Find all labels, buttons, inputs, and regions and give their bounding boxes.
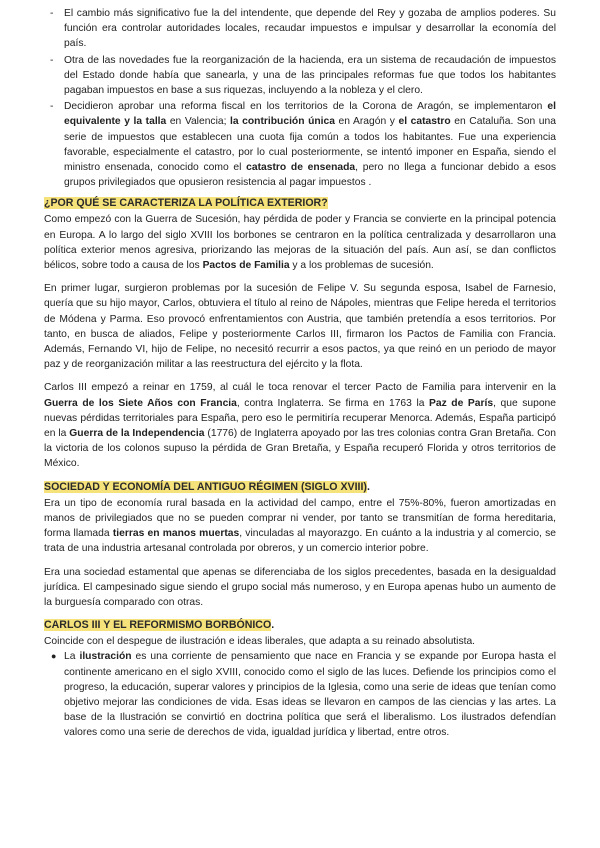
carlos-iii-intro: Coincide con el despegue de ilustración e ideas liberales, que adapta a su reinado absolutista. bbox=[44, 636, 476, 648]
list-item bbox=[44, 99, 556, 190]
text-run: En primer lugar, surgieron problemas por la sucesión de Felipe V. Su segunda esposa, Isabel de Farnesio, quería que su hijo mayor, Carlos, obtuviera el título al reino de Nápoles, mientras que Felipe hereda el territorios de Módena y Parma. Eso provocó enfrentamientos con Austria, que también pretendía a esos territorios. Por tanto, en busca de aliados, Felipe y posteriormente Carlos III, firmaron los Pactos de Familia con Francia. Además, Fernando VI, hijo de Felipe, no necesitó recurrir a esos pactos, ya que reinó en un periodo de mayor paz y de reorganización militar a las reestructura del ejército y la flota. bbox=[44, 283, 556, 371]
foreign-policy-body bbox=[44, 212, 556, 471]
paragraph bbox=[44, 565, 556, 611]
section-heading-carlos-iii bbox=[44, 618, 556, 633]
heading-trailing-period: . bbox=[271, 619, 275, 632]
text-run: , pero no llega a funcionar debido a esos grupos privilegiados que opusieron resistencia al pagar impuestos . bbox=[64, 162, 556, 189]
dash-marker: - bbox=[50, 8, 54, 19]
bold-term: catastro de ensenada bbox=[246, 162, 356, 174]
text-run: El cambio más significativo fue la del intendente, que depende del Rey y gozaba de amplios poderes. Su función era controlar autoridades locales, recaudar impuestos e impulsar y desarrollar la economía del país. bbox=[64, 8, 556, 50]
text-run: en Cataluña. Son una serie de impuestos que establecen una cuota fija común a todos los habitantes. Fue una experiencia favorable, especialmente el catastro, por lo cual posteriormente, se intentó imponer en España, siendo el ministro ensenada, conocido como el bbox=[64, 116, 556, 174]
highlighted-heading-text: SOCIEDAD Y ECONOMÍA DEL ANTIGUO RÉGIMEN (SIGLO XVIII) bbox=[44, 480, 367, 493]
bold-term: la contribución única bbox=[230, 116, 335, 128]
paragraph bbox=[44, 212, 556, 273]
section-heading-foreign-policy bbox=[44, 196, 556, 211]
text-run: , que supone nuevas pérdidas territoriales para España, pero eso le permitiría recuperar Menorca. Además, España participó en la bbox=[44, 397, 557, 440]
paragraph bbox=[44, 496, 556, 557]
text-run: Carlos III empezó a reinar en 1759, al cuál le toca renovar el tercer Pacto de Familia para intervenir en la bbox=[44, 382, 556, 394]
text-run: en Valencia; bbox=[166, 116, 231, 128]
text-run: Era una sociedad estamental que apenas se diferenciaba de los siglos precedentes, basada en la desigualdad jurídica. El campesinado sigue siendo el grupo social más numeroso, y en Europa apenas hubo un aumento de la burguesía comparado con otras. bbox=[44, 566, 556, 608]
bold-term: el equivalente y la talla bbox=[64, 101, 556, 128]
text-run: Era un tipo de economía rural basada en la actividad del campo, entre el 75%-80%, fueron amortizadas en manos de privilegiados que no se pueden comprar ni vender, por tanto se transmitían de forma hereditaria, forma llamada bbox=[44, 497, 556, 540]
paragraph bbox=[44, 380, 556, 471]
paragraph bbox=[44, 281, 556, 372]
bold-term: Pactos de Familia bbox=[202, 260, 290, 272]
section-heading-society-economy bbox=[44, 480, 556, 495]
highlighted-heading-text: CARLOS III Y EL REFORMISMO BORBÓNICO bbox=[44, 619, 272, 632]
text-run: Decidieron aprobar una reforma fiscal en los territorios de la Corona de Aragón, se implementaron bbox=[64, 101, 548, 113]
heading-trailing-period: . bbox=[366, 480, 370, 493]
bold-term: Paz de París bbox=[429, 397, 494, 409]
society-economy-body bbox=[44, 496, 556, 610]
bold-term: ilustración bbox=[79, 651, 132, 663]
bold-term: el catastro bbox=[398, 116, 451, 128]
illustration-bullet-list bbox=[44, 649, 556, 740]
text-run: es una corriente de pensamiento que nace en Francia y se expande por Europa hasta el continente americano en el siglo XVIII, conocido como el siglo de las luces. Defiende los principios como el progreso, la educación, superar valores y principios de la Iglesia, como una serie de ideas que tenían como objetivo mejorar las condiciones de vida. Esas ideas se llevaron en campos de las ciencias y las artes. La base de la Ilustración se convirtió en doctrina política que será el liberalismo. Los ilustrados defendían valores como una serie de derechos de vida, igualdad jurídica y libertad, entre otros. bbox=[64, 651, 556, 739]
list-item bbox=[44, 649, 556, 740]
reform-dash-list bbox=[44, 6, 556, 190]
dash-marker: - bbox=[50, 101, 54, 113]
bold-term: Guerra de la Independencia bbox=[69, 428, 205, 440]
text-run: , vinculadas al mayorazgo. En cuánto a la industria y al comercio, se trata de una industria artesanal controlada por obreros, y un comercio interior pobre. bbox=[44, 528, 556, 555]
document-page bbox=[44, 6, 556, 741]
text-run: Como empezó con la Guerra de Sucesión, hay pérdida de poder y Francia se convierte en la principal potencia en Europa. A lo largo del siglo XVIII los borbones se centraron en la política centralizada y desarrollaron una política exterior menos agresiva, priorizando las mejoras de la situación del país. Aun así, se dan conflictos bélicos, sobre todo a causa de los bbox=[44, 214, 556, 272]
highlighted-heading-text: ¿POR QUÉ SE CARACTERIZA LA POLÍTICA EXTERIOR? bbox=[44, 197, 328, 210]
bold-term: Guerra de los Siete Años con Francia bbox=[44, 397, 237, 409]
list-item bbox=[44, 6, 556, 52]
text-run: (1776) de Inglaterra apoyado por las tres colonias contra Gran Bretaña. Con la victoria de los colonos supuso la pérdida de Gran Bretaña, y España recuperó Florida y otros territorios de México. bbox=[44, 428, 556, 470]
bullet-icon: ● bbox=[51, 651, 57, 662]
text-run: La bbox=[64, 651, 80, 663]
text-run: en Aragón y bbox=[334, 116, 399, 128]
text-run: Otra de las novedades fue la reorganización de la hacienda, era un sistema de recaudación de impuestos del Estado donde había que sanearla, y una de las principales reformas fue que todos los habitantes pagaban impuestos en base a sus riquezas, incluyendo a la nobleza y el clero. bbox=[64, 54, 556, 97]
bold-term: tierras en manos muertas bbox=[112, 528, 240, 540]
list-item bbox=[44, 53, 556, 99]
text-run: , contra Inglaterra. Se firma en 1763 la bbox=[236, 397, 430, 409]
dash-marker: - bbox=[50, 54, 54, 66]
text-run: y a los problemas de sucesión. bbox=[289, 260, 434, 272]
